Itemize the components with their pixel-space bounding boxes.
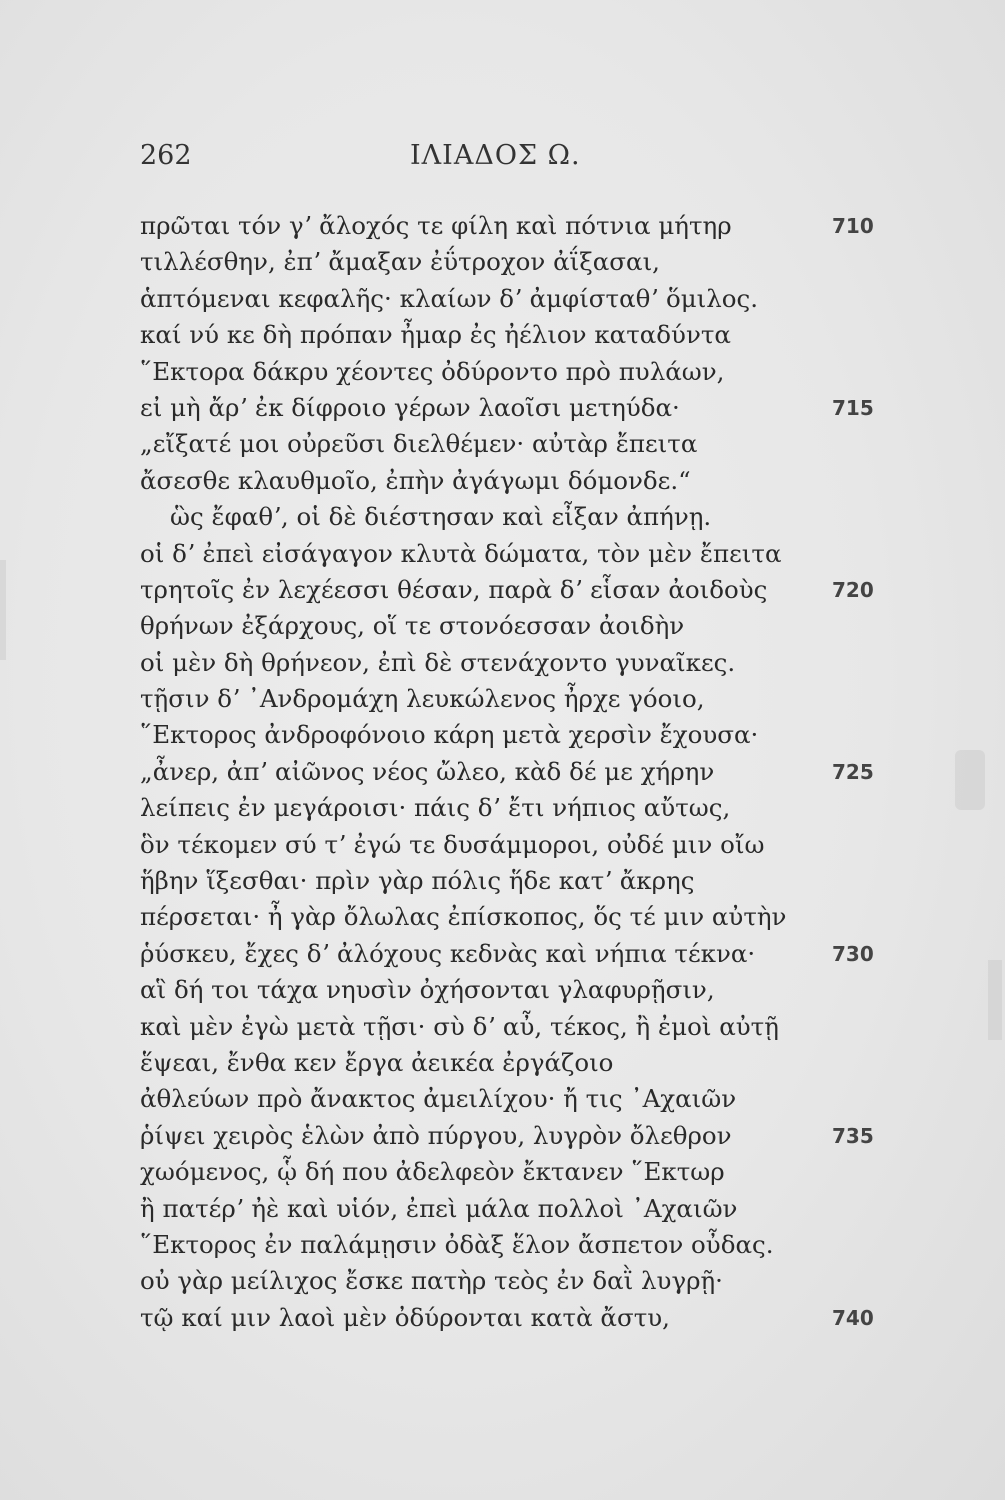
running-title: ΙΛΙΑΔΟΣ Ω. (410, 140, 581, 171)
verse-line (140, 354, 880, 390)
verse-text: ἀθλεύων πρὸ ἄνακτος ἀμειλίχου· ἤ τις ᾿Αχαιῶν (140, 1084, 737, 1114)
page-header (140, 140, 610, 180)
verse-line (140, 717, 880, 753)
verse-text: καὶ μὲν ἐγὼ μετὰ τῇσι· σὺ δʼ αὖ, τέκος, ἢ ἐμοὶ αὐτῇ (140, 1011, 779, 1041)
line-number: 720 (832, 577, 874, 602)
verse-text: οὐ γὰρ μείλιχος ἔσκε πατὴρ τεὸς ἐν δαῒ λυγρῇ· (140, 1266, 723, 1296)
verse-text: εἰ μὴ ἄρʼ ἐκ δίφροιο γέρων λαοῖσι μετηύδα· (140, 392, 680, 422)
verse-text: θρήνων ἐξάρχους, οἵ τε στονόεσσαν ἀοιδὴν (140, 611, 685, 641)
verse-text: ἕψεαι, ἔνθα κεν ἔργα ἀεικέα ἐργάζοιο (140, 1047, 614, 1077)
line-number: 740 (832, 1305, 874, 1330)
verse-text: ἥβην ἵξεσθαι· πρὶν γὰρ πόλις ἥδε κατʼ ἄκρης (140, 866, 695, 896)
verse-text: οἱ μὲν δὴ θρήνεον, ἐπὶ δὲ στενάχοντο γυναῖκες. (140, 647, 736, 677)
verse-line (140, 317, 880, 353)
verse-line (140, 1009, 880, 1045)
verse-text: καί νύ κε δὴ πρόπαν ἦμαρ ἐς ἠέλιον καταδύντα (140, 320, 731, 350)
verse-text: πρῶται τόν γʼ ἄλοχός τε φίλη καὶ πότνια μήτηρ (140, 211, 732, 240)
verse-line (140, 1118, 880, 1154)
verse-text: λείπεις ἐν μεγάροισι· πάις δʼ ἔτι νήπιος αὔτως, (140, 793, 731, 823)
verse-text: „εἴξατέ μοι οὐρεῦσι διελθέμεν· αὐτὰρ ἔπειτα (140, 429, 698, 459)
verse-line (140, 863, 880, 899)
verse-line (140, 281, 880, 317)
verse-line (140, 1081, 880, 1117)
verse-text: οἱ δʼ ἐπεὶ εἰσάγαγον κλυτὰ δώματα, τὸν μὲν ἔπειτα (140, 538, 782, 568)
verse-line (140, 899, 880, 935)
verse-line (140, 536, 880, 572)
verse-line (140, 827, 880, 863)
verse-line (140, 1154, 880, 1190)
line-number: 735 (832, 1123, 874, 1148)
verse-line (140, 1300, 880, 1336)
verse-text: τῇσιν δʼ ᾿Ανδρομάχη λευκώλενος ἦρχε γόοιο, (140, 684, 705, 714)
verse-line (140, 1191, 880, 1227)
verse-text: ἄσεσθε κλαυθμοῖο, ἐπὴν ἀγάγωμι δόμονδε.“ (140, 465, 691, 495)
verse-line (140, 1263, 880, 1299)
verse-line (140, 1227, 880, 1263)
verse-line (140, 608, 880, 644)
verse-line (140, 972, 880, 1008)
verse-line (140, 1045, 880, 1081)
verse-text: τῷ καί μιν λαοὶ μὲν ὀδύρονται κατὰ ἄστυ, (140, 1302, 670, 1332)
verse-line (140, 463, 880, 499)
verse-line (140, 244, 880, 280)
page-number: 262 (140, 140, 192, 171)
verse-text: „ἆνερ, ἀπʼ αἰῶνος νέος ὤλεο, κὰδ δέ με χήρην (140, 756, 715, 786)
paper-stain (955, 750, 985, 810)
verse-line (140, 936, 880, 972)
verse-line (140, 208, 880, 244)
verse-text: ὣς ἔφαθʼ, οἱ δὲ διέστησαν καὶ εἶξαν ἀπήνῃ. (170, 502, 712, 532)
verse-text: ὃν τέκομεν σύ τʼ ἐγώ τε δυσάμμοροι, οὐδέ μιν οἴω (140, 829, 765, 859)
verse-block (140, 208, 880, 1336)
verse-line (140, 426, 880, 462)
line-number: 730 (832, 941, 874, 966)
verse-text: ῞Εκτορα δάκρυ χέοντες ὀδύροντο πρὸ πυλάων, (140, 356, 725, 386)
verse-line (140, 390, 880, 426)
verse-text: ῞Εκτορος ἀνδροφόνοιο κάρη μετὰ χερσὶν ἔχουσα· (140, 720, 759, 750)
verse-line (140, 572, 880, 608)
verse-text: αἳ δή τοι τάχα νηυσὶν ὀχήσονται γλαφυρῇσιν, (140, 975, 715, 1005)
line-number: 715 (832, 395, 874, 420)
verse-text: ἁπτόμεναι κεφαλῆς· κλαίων δʼ ἀμφίσταθʼ ὅμιλος. (140, 283, 759, 313)
line-number: 725 (832, 759, 874, 784)
verse-line (140, 790, 880, 826)
verse-text: χωόμενος, ᾧ δή που ἀδελφεὸν ἔκτανεν ῞Εκτωρ (140, 1157, 725, 1187)
paper-stain (0, 560, 6, 660)
verse-text: τρητοῖς ἐν λεχέεσσι θέσαν, παρὰ δʼ εἷσαν ἀοιδοὺς (140, 574, 768, 604)
verse-line (140, 499, 880, 535)
verse-line (140, 645, 880, 681)
paper-stain (988, 960, 1002, 1040)
verse-text: ῞Εκτορος ἐν παλάμῃσιν ὀδὰξ ἕλον ἄσπετον οὖδας. (140, 1229, 774, 1259)
verse-text: πέρσεται· ἦ γὰρ ὄλωλας ἐπίσκοπος, ὅς τέ μιν αὐτὴν (140, 902, 787, 932)
verse-text: τιλλέσθην, ἐπʼ ἄμαξαν ἐΰτροχον ἀΐξασαι, (140, 247, 660, 277)
verse-text: ῥύσκευ, ἔχες δʼ ἀλόχους κεδνὰς καὶ νήπια τέκνα· (140, 938, 756, 968)
verse-line (140, 754, 880, 790)
verse-text: ἢ πατέρʼ ἠὲ καὶ υἱόν, ἐπεὶ μάλα πολλοὶ ᾿Αχαιῶν (140, 1193, 738, 1223)
verse-text: ῥίψει χειρὸς ἑλὼν ἀπὸ πύργου, λυγρὸν ὄλεθρον (140, 1120, 732, 1150)
verse-line (140, 681, 880, 717)
line-number: 710 (832, 214, 874, 238)
